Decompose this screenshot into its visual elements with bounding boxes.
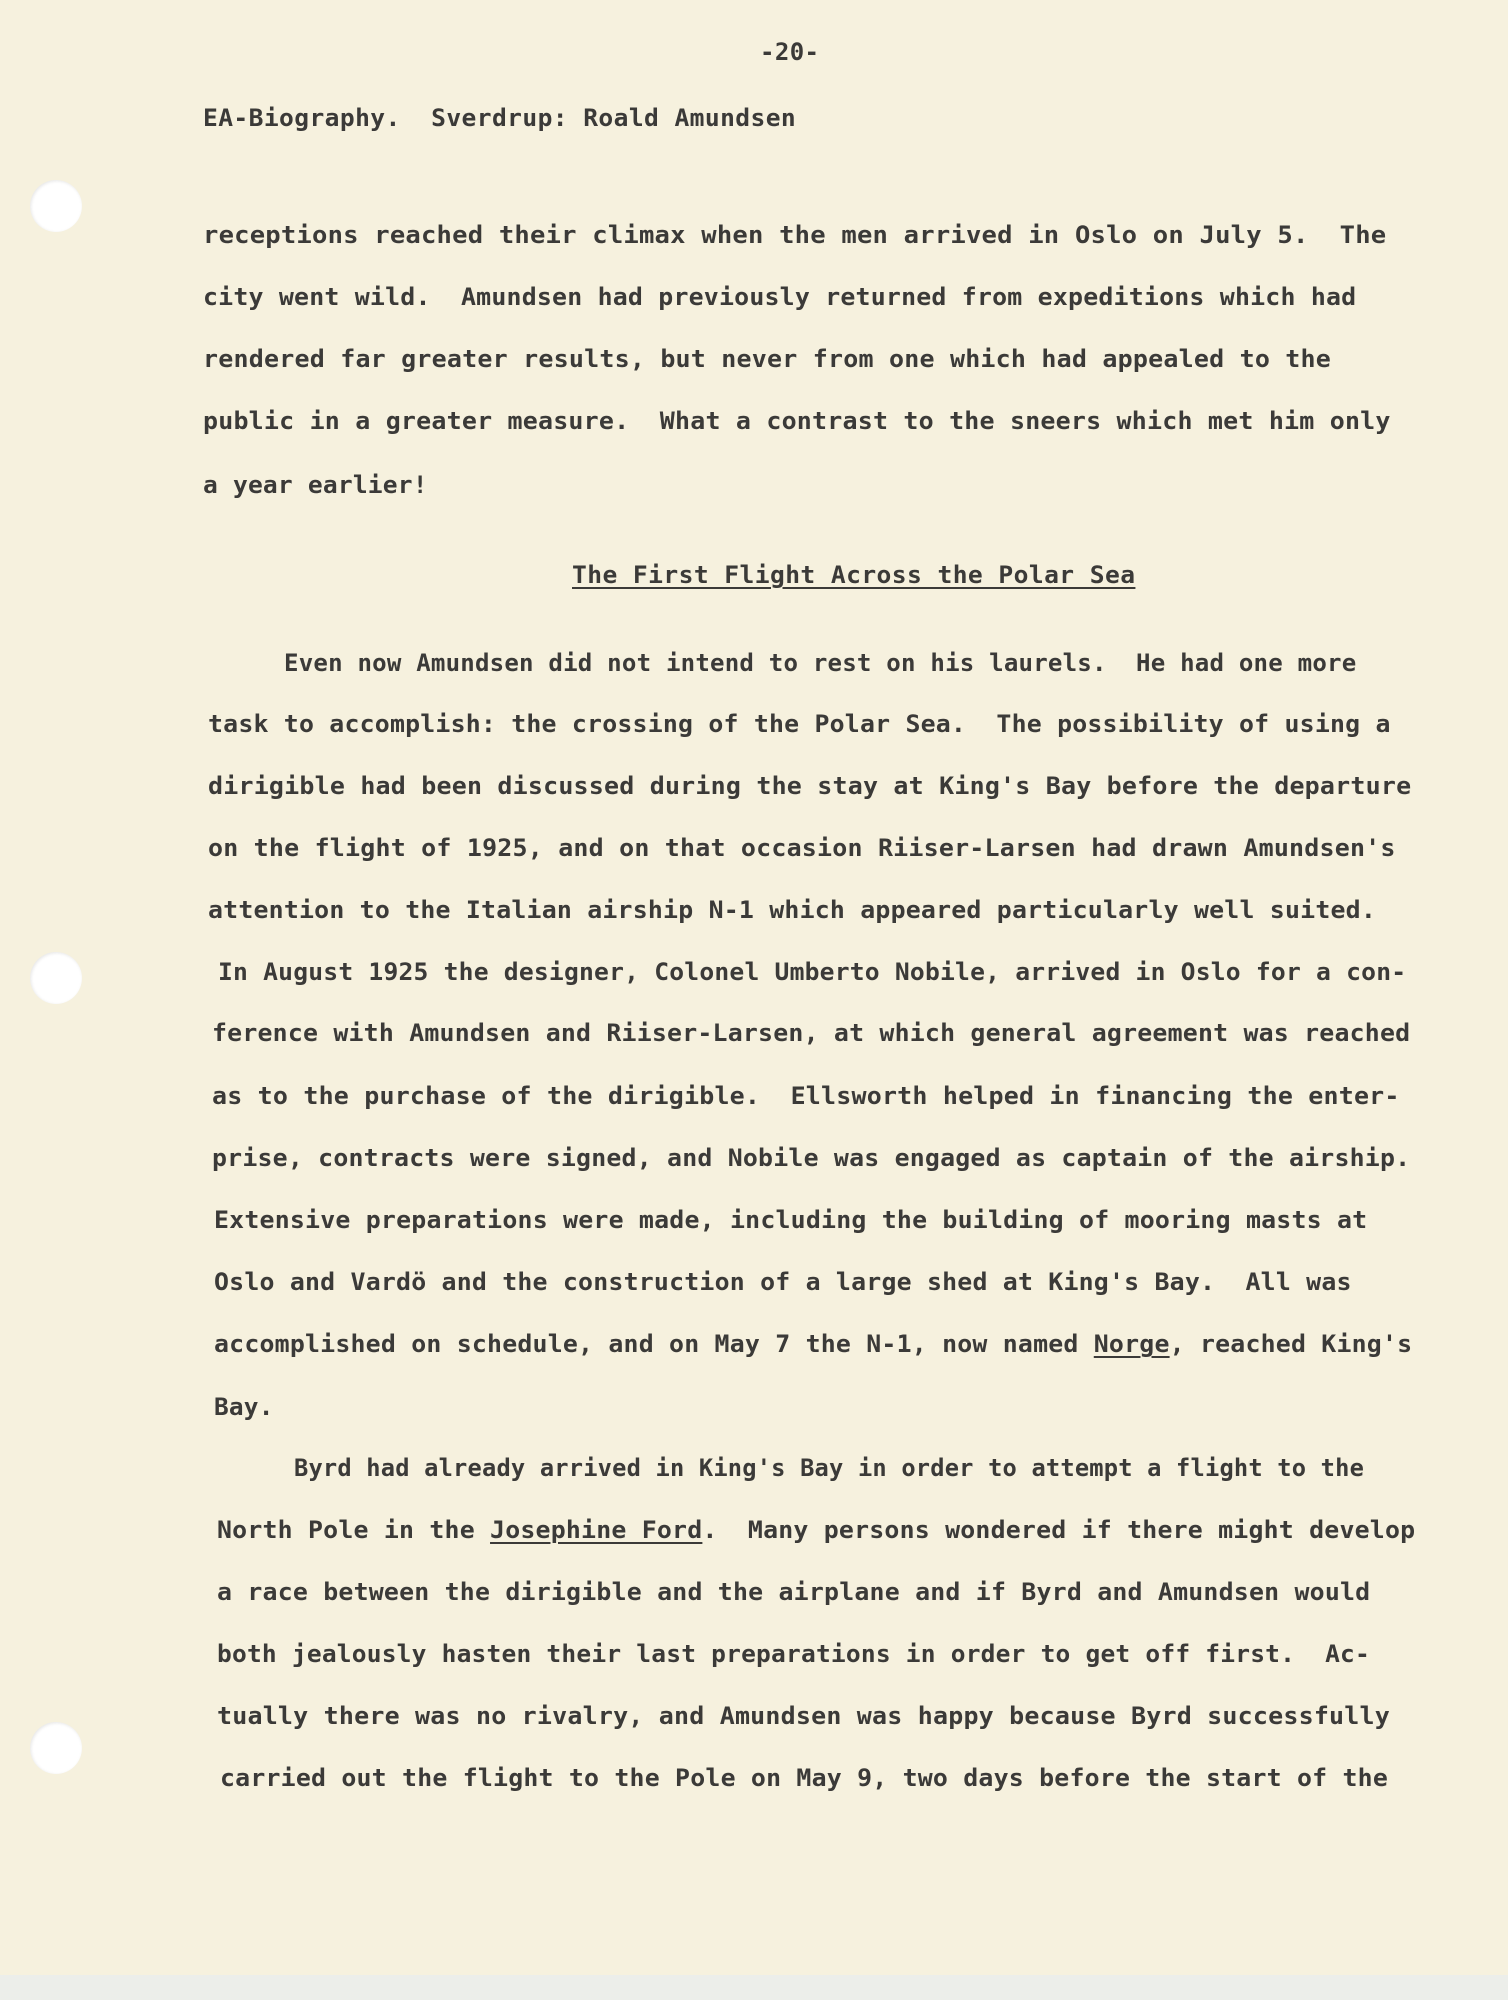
text-line: Bay. (214, 1393, 274, 1421)
text-line: carried out the flight to the Pole on May 9, two days before the start of the (220, 1764, 1388, 1792)
text-line: In August 1925 the designer, Colonel Umberto Nobile, arrived in Oslo for a con- (218, 958, 1407, 986)
text-line: as to the purchase of the dirigible. Ellsworth helped in financing the enter- (212, 1082, 1400, 1110)
text-line: North Pole in the Josephine Ford. Many persons wondered if there might develop (217, 1516, 1416, 1544)
punch-hole (30, 1722, 82, 1774)
text-line: accomplished on schedule, and on May 7 the N-1, now named Norge, reached King's (214, 1330, 1413, 1358)
punch-hole (30, 952, 82, 1004)
text-line: a year earlier! (203, 471, 428, 499)
text-line: prise, contracts were signed, and Nobile was engaged as captain of the airship. (212, 1144, 1411, 1172)
text-line: Byrd had already arrived in King's Bay in order to attempt a flight to the (294, 1454, 1365, 1482)
text-line: a race between the dirigible and the airplane and if Byrd and Amundsen would (217, 1578, 1371, 1606)
text-line: Oslo and Vardö and the construction of a large shed at King's Bay. All was (214, 1268, 1352, 1296)
text-line: task to accomplish: the crossing of the Polar Sea. The possibility of using a (208, 710, 1391, 738)
page-number: -20- (760, 38, 820, 66)
underlined-title: Josephine Ford (490, 1516, 703, 1544)
text-line: receptions reached their climax when the men arrived in Oslo on July 5. The (203, 221, 1387, 249)
text-line: both jealously hasten their last preparations in order to get off first. Ac- (217, 1640, 1370, 1668)
text-line: attention to the Italian airship N-1 which appeared particularly well suited. (208, 896, 1376, 924)
text-line: ference with Amundsen and Riiser-Larsen, at which general agreement was reached (212, 1019, 1411, 1047)
section-heading: The First Flight Across the Polar Sea (572, 561, 1136, 589)
text-line: city went wild. Amundsen had previously returned from expeditions which had (203, 283, 1357, 311)
underlined-title: Norge (1093, 1330, 1170, 1358)
text-line: Extensive preparations were made, including the building of mooring masts at (214, 1206, 1368, 1234)
punch-hole (30, 180, 82, 232)
running-header: EA-Biography. Sverdrup: Roald Amundsen (203, 104, 797, 132)
text-line: tually there was no rivalry, and Amundsen was happy because Byrd successfully (217, 1702, 1390, 1730)
text-line: rendered far greater results, but never from one which had appealed to the (203, 345, 1332, 373)
text-line: on the flight of 1925, and on that occasion Riiser-Larsen had drawn Amundsen's (208, 834, 1396, 862)
text-line: public in a greater measure. What a contrast to the sneers which met him only (203, 407, 1391, 435)
scan-margin (0, 1975, 1508, 2000)
text-line: Even now Amundsen did not intend to rest on his laurels. He had one more (284, 649, 1357, 677)
text-line: dirigible had been discussed during the stay at King's Bay before the departure (208, 772, 1412, 800)
